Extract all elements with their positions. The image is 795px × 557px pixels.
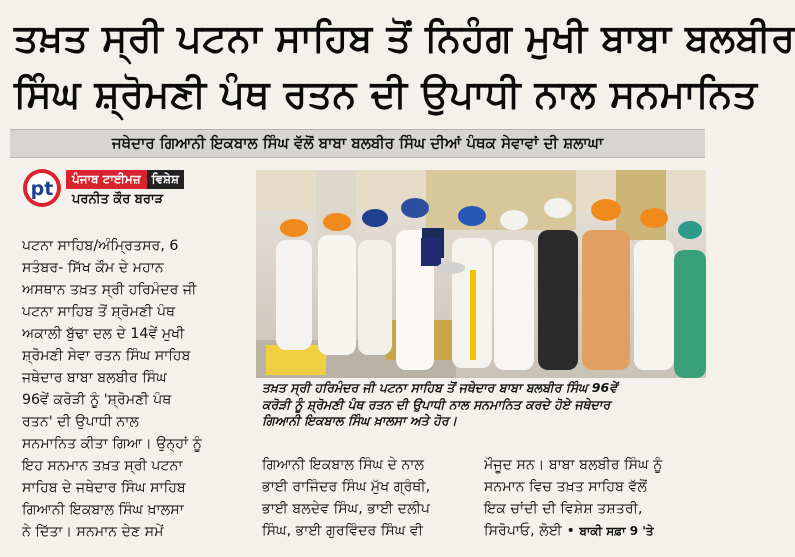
article-column-1 xyxy=(22,235,250,543)
column1-line: ਰਤਨ' ਦੀ ਉਪਾਧੀ ਨਾਲ xyxy=(22,414,140,430)
caption-line: ਗਿਆਨੀ ਇਕਬਾਲ ਸਿੰਘ ਖ਼ਾਲਸਾ ਅਤੇ ਹੋਰ। xyxy=(262,413,457,428)
special-tag: ਵਿਸ਼ੇਸ਼ xyxy=(147,170,184,189)
column1-line: ਸਾਹਿਬ ਦੇ ਜਥੇਦਾਰ ਸਿੰਘ ਸਾਹਿਬ xyxy=(22,480,186,496)
column3-line: ਇਕ ਚਾਂਦੀ ਦੀ ਵਿਸ਼ੇਸ਼ ਤਸ਼ਤਰੀ, xyxy=(484,501,643,517)
column1-line: ਪਟਨਾ ਸਾਹਿਬ/ਅੰਮ੍ਰਿਤਸਰ, 6 xyxy=(22,238,179,254)
photo-caption xyxy=(262,380,702,430)
headline-line-2: ਸਿੰਘ ਸ਼੍ਰੋਮਣੀ ਪੰਥ ਰਤਨ ਦੀ ਉਪਾਧੀ ਨਾਲ ਸਨਮਾਨਿਤ xyxy=(14,72,758,116)
column1-line: ਸਨਮਾਨਿਤ ਕੀਤਾ ਗਿਆ। ਉਨ੍ਹਾਂ ਨੂੰ xyxy=(22,436,202,452)
caption-line: ਤਖ਼ਤ ਸ੍ਰੀ ਹਰਿਮੰਦਰ ਜੀ ਪਟਨਾ ਸਾਹਿਬ ਤੋਂ ਜਥੇਦਾਰ ਬਾਬਾ ਬਲਬੀਰ ਸਿੰਘ 96ਵੇਂ xyxy=(262,380,618,395)
headline-line-1: ਤਖ਼ਤ ਸ੍ਰੀ ਪਟਨਾ ਸਾਹਿਬ ਤੋਂ ਨਿਹੰਗ ਮੁਖੀ ਬਾਬਾ ਬਲਬੀਰ xyxy=(14,16,795,60)
subheadline: ਜਥੇਦਾਰ ਗਿਆਨੀ ਇਕਬਾਲ ਸਿੰਘ ਵੱਲੋਂ ਬਾਬਾ ਬਲਬੀਰ ਸਿੰਘ ਦੀਆਂ ਪੰਥਕ ਸੇਵਾਵਾਂ ਦੀ ਸ਼ਲਾਘਾ xyxy=(10,129,705,158)
headline xyxy=(14,10,795,122)
column1-line: ਸਤੰਬਰ- ਸਿੱਖ ਕੌਮ ਦੇ ਮਹਾਨ xyxy=(22,260,164,276)
column2-line: ਗਿਆਨੀ ਇਕਬਾਲ ਸਿੰਘ ਦੇ ਨਾਲ xyxy=(262,457,425,473)
column1-line: ਜਥੇਦਾਰ ਬਾਬਾ ਬਲਬੀਰ ਸਿੰਘ xyxy=(22,370,167,386)
column2-line: ਭਾਈ ਰਾਜਿੰਦਰ ਸਿੰਘ ਮੁੱਖ ਗ੍ਰੰਥੀ, xyxy=(262,479,431,495)
punjab-times-logo xyxy=(22,168,62,208)
column1-line: ਅਸਥਾਨ ਤਖ਼ਤ ਸ੍ਰੀ ਹਰਿਮੰਦਰ ਜੀ xyxy=(22,282,197,298)
column3-line: ਸਿਰੋਪਾਓ, ਲੋਈ • ਬਾਕੀ ਸਫ਼ਾ 9 'ਤੇ xyxy=(484,523,654,539)
column1-line: ਅਕਾਲੀ ਬੁੱਢਾ ਦਲ ਦੇ 14ਵੇਂ ਮੁਖੀ xyxy=(22,326,185,342)
article-photo xyxy=(256,170,706,378)
column1-line: ਇਹ ਸਨਮਾਨ ਤਖ਼ਤ ਸ੍ਰੀ ਪਟਨਾ xyxy=(22,458,183,474)
column1-line: ਸ਼੍ਰੋਮਣੀ ਸੇਵਾ ਰਤਨ ਸਿੰਘ ਸਾਹਿਬ xyxy=(22,348,191,364)
article-column-3 xyxy=(484,454,706,542)
column2-line: ਸਿੰਘ, ਭਾਈ ਗੁਰਵਿੰਦਰ ਸਿੰਘ ਵੀ xyxy=(262,523,424,539)
byline xyxy=(22,168,252,212)
column2-line: ਭਾਈ ਬਲਦੇਵ ਸਿੰਘ, ਭਾਈ ਦਲੀਪ xyxy=(262,501,431,517)
column1-line: ਨੇ ਦਿੱਤਾ। ਸਨਮਾਨ ਦੇਣ ਸਮੇਂ xyxy=(22,524,164,540)
column1-line: ਗਿਆਨੀ ਇਕਬਾਲ ਸਿੰਘ ਖ਼ਾਲਸਾ xyxy=(22,502,184,518)
column1-line: 96ਵੇਂ ਕਰੋੜੀ ਨੂੰ 'ਸ਼੍ਰੋਮਣੀ ਪੰਥ xyxy=(22,392,172,408)
article-column-2 xyxy=(262,454,472,542)
column3-line: ਸਨਮਾਨ ਵਿਚ ਤਖ਼ਤ ਸਾਹਿਬ ਵੱਲੋਂ xyxy=(484,479,647,495)
continuation-note: ਬਾਕੀ ਸਫ਼ਾ 9 'ਤੇ xyxy=(579,524,654,538)
brand-label: ਪੰਜਾਬ ਟਾਈਮਜ਼ xyxy=(66,170,147,189)
column1-line: ਪਟਨਾ ਸਾਹਿਬ ਤੋਂ ਸ਼੍ਰੋਮਣੀ ਪੰਥ xyxy=(22,304,176,320)
svg-text:pt: pt xyxy=(30,178,54,200)
caption-line: ਕਰੋੜੀ ਨੂੰ ਸ਼੍ਰੋਮਣੀ ਪੰਥ ਰਤਨ ਦੀ ਉਪਾਧੀ ਨਾਲ ਸਨਮਾਨਿਤ ਕਰਦੇ ਹੋਏ ਜਥੇਦਾਰ xyxy=(262,396,611,412)
column3-line: ਮੌਜੂਦ ਸਨ। ਬਾਬਾ ਬਲਬੀਰ ਸਿੰਘ ਨੂੰ xyxy=(484,457,663,473)
author-name: ਪਰਨੀਤ ਕੌਰ ਬਰਾੜ xyxy=(72,192,164,207)
